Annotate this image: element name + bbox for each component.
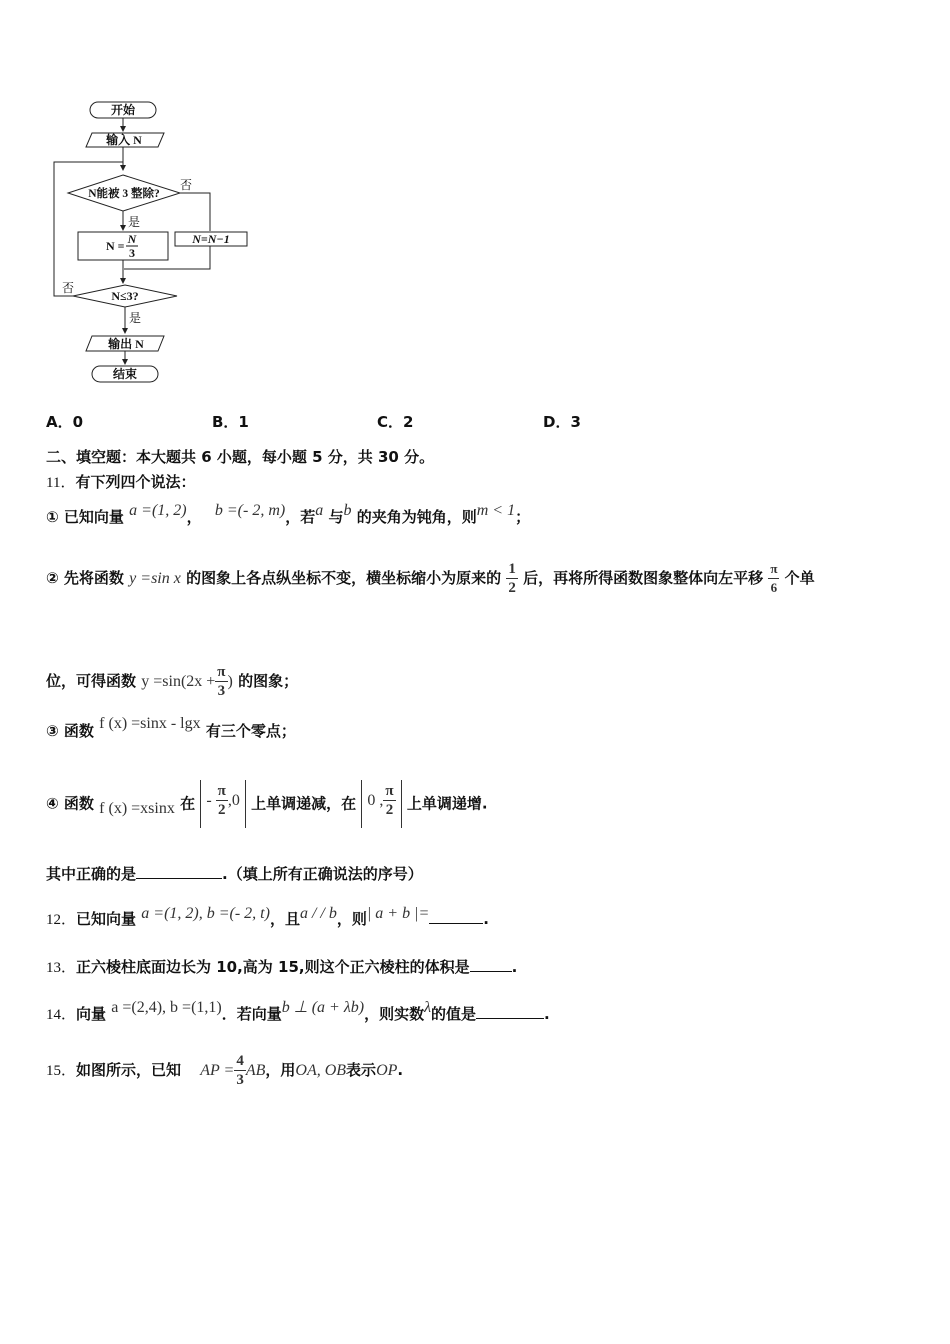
q15-eq-rhs: AB [245,1062,266,1079]
q12-vecs: a =(1, 2), b =(- 2, t) [141,905,270,922]
q15-vecs: OA, OB [295,1062,347,1079]
q14-text-c: ，则实数 [364,1005,425,1023]
fc-div-den: 3 [129,246,135,260]
s4-func: f (x) =xsinx [99,799,175,817]
s4-interval-2: 0 , $\frac{\pi}{2}$ [361,780,401,828]
q11-stem-text: 有下列四个说法： [75,473,196,491]
q13-number: 13． [46,960,77,976]
s2-text-b: 的图象上各点纵坐标不变，横坐标缩小为原来的 [186,569,502,587]
option-d: D．3 [543,413,581,431]
q15-text-a: 如图所示，已知 [76,1061,182,1079]
s4-text-c: 上单调递减，在 [251,794,357,813]
s1-a-sym: a [315,502,324,519]
q11-statement-1 [46,502,531,527]
q15-op: OP [376,1062,398,1079]
q14-number: 14． [46,1007,77,1023]
s4-text-d: 上单调递增. [406,794,488,813]
q12-end: . [483,910,489,928]
s1-text-d: 的夹角为钝角，则 [356,508,477,526]
q11-answer-note: .（填上所有正确说法的序号） [222,865,423,883]
q11-answer-line [46,863,423,884]
q14-answer-blank[interactable] [476,1004,544,1019]
s1-vec-a: a =(1, 2) [129,502,187,519]
fc-cond1-label: N能被 3 整除? [88,188,160,200]
q11-statement-2-line1 [46,560,815,597]
s1-vec-b: b =(- 2, m) [214,502,286,519]
section-heading: 二、填空题：本大题共 6 小题，每小题 5 分，共 30 分。 [46,448,435,466]
fc-yes1-label: 是 [128,215,141,229]
option-c: C．2 [377,413,414,431]
q12-number: 12． [46,912,77,928]
s1-text-c: 与 [328,508,344,526]
q13-text: 正六棱柱底面边长为 10,高为 15,则这个正六棱柱的体积是 [76,958,470,976]
option-a: A．0 [46,413,84,431]
fc-start-label: 开始 [110,103,136,117]
q14-text-b: ．若向量 [221,1005,282,1023]
q12 [46,905,489,929]
q15 [46,1052,403,1089]
fc-div-num: N [127,232,137,246]
s4-text-b: 在 [180,794,196,813]
q12-parallel: a / / b [299,905,337,922]
flowchart [40,95,270,390]
s1-b-sym: b [343,502,352,519]
s2-text-f: 的图象； [238,672,299,690]
fc-no2-label: 否 [62,281,75,295]
s1-text-b: ，若 [285,508,316,526]
q11-statement-3 [46,715,296,741]
s2-frac-pi6: $\frac{\pi}{6}$ [770,561,778,595]
q14-vecs: a =(2,4), b =(1,1) [111,999,222,1016]
fc-input-label: 输入 N [106,133,142,147]
fc-div-lhs: N = [106,239,125,253]
q15-number: 15． [46,1063,77,1079]
fc-output-label: 输出 N [108,337,144,351]
q12-text-a: 已知向量 [76,910,137,928]
q14-text-d: 的值是 [431,1005,477,1023]
q13 [46,956,517,977]
s2-text-d: 个单 [784,569,815,587]
q15-text-c: 表示 [346,1061,377,1079]
fc-sub-label: N=N−1 [192,232,230,246]
fc-end-label: 结束 [112,367,138,381]
q12-text-b: ，且 [269,910,300,928]
s2-result-pre: y =sin(2x + [141,673,216,690]
s4-text-a: ④ 函数 [46,794,94,813]
fc-cond2-label: N≤3? [111,289,139,303]
s2-text-e: 位，可得函数 [46,672,137,690]
q11-answer-text: 其中正确的是 [46,865,137,883]
q12-abs: | a + b |= [366,905,430,922]
s3-text-b: 有三个零点； [205,722,296,740]
s1-cond: m < 1 [476,502,516,519]
option-b: B．1 [212,413,249,431]
q13-end: . [511,958,518,976]
q14-lambda: λ [424,999,432,1016]
q11-statement-4 [46,780,488,828]
q15-end: . [397,1061,404,1079]
s2-func: y =sin x [129,570,181,587]
q15-text-b: ，用 [265,1061,296,1079]
s1-end: ； [515,508,531,526]
q13-answer-blank[interactable] [470,957,512,972]
s2-text-c: 后，再将所得函数图象整体向左平移 [523,569,764,587]
s2-frac-half: $\frac{1}{2}$ [508,561,516,596]
q14-end: . [544,1005,550,1023]
q14 [46,999,550,1024]
q11-statement-2-line2 [46,663,298,700]
s1-comma: ， [186,508,202,526]
q14-text-a: 向量 [76,1005,107,1023]
s2-frac-pi3: $\frac{\pi}{3}$ [217,664,226,699]
s3-text-a: ③ 函数 [46,722,94,740]
q14-perp: b ⊥ (a + λb) [281,999,365,1016]
fc-yes2-label: 是 [129,311,142,325]
q15-frac: $\frac{4}{3}$ [236,1053,244,1088]
q12-text-c: ，则 [336,910,367,928]
s4-interval-1: - $\frac{\pi}{2}$ ,0 [200,780,246,828]
q11-stem [46,471,195,492]
s2-text-a: ② 先将函数 [46,569,124,587]
s1-text-a: ① 已知向量 [46,508,124,526]
q11-number: 11． [46,475,76,491]
q15-eq-lhs: AP = [200,1062,235,1079]
fc-no1-label: 否 [180,178,193,192]
s3-func: f (x) =sinx - lgx [99,715,201,732]
q11-answer-blank[interactable] [136,864,222,879]
s2-result-post: ) [227,673,233,690]
q12-answer-blank[interactable] [429,909,483,924]
